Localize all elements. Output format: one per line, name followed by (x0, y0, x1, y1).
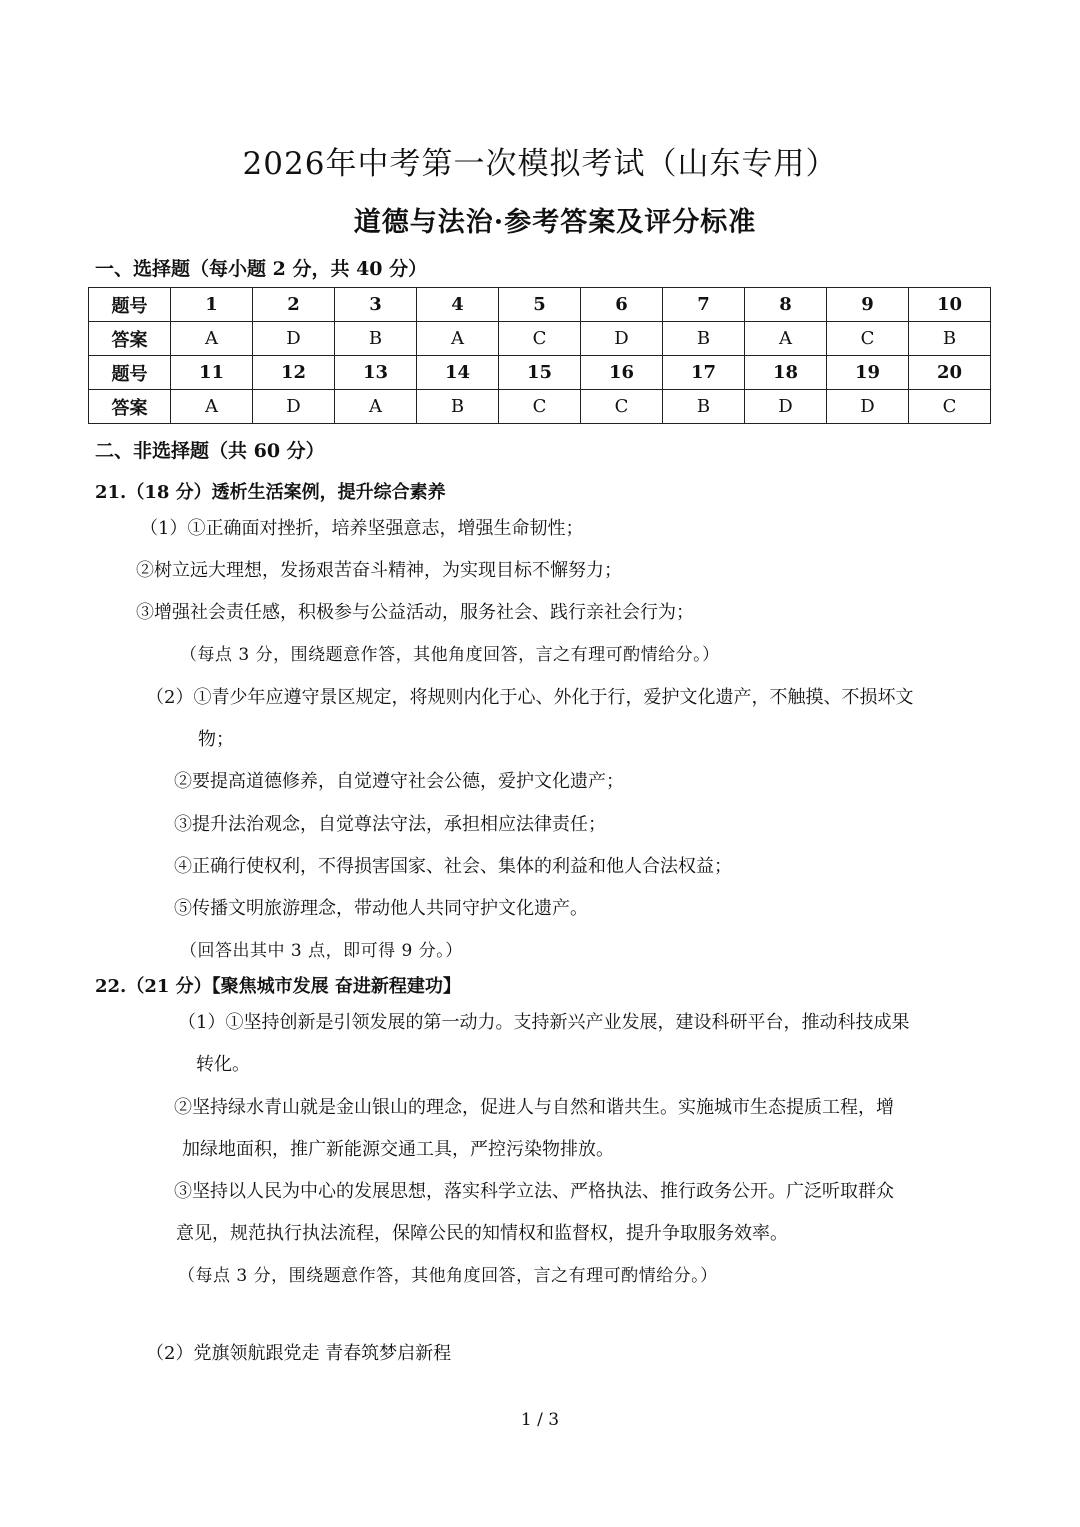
q22-p1-note: （每点 3 分，围绕题意作答，其他角度回答，言之有理可酌情给分。） (178, 1266, 718, 1286)
table-row (89, 390, 991, 424)
q21-p1-line3: ③增强社会责任感，积极参与公益活动，服务社会、践行亲社会行为； (136, 602, 694, 623)
q21-p1-line1: （1）①正确面对挫折，培养坚强意志，增强生命韧性； (140, 518, 584, 539)
answer-cell: B (663, 322, 745, 356)
q22-p1-line1: （1）①坚持创新是引领发展的第一动力。支持新兴产业发展，建设科研平台，推动科技成果 (178, 1012, 910, 1033)
row-label: 题号 (89, 288, 171, 322)
q22-p1-line2-cont: 加绿地面积，推广新能源交通工具，严控污染物排放。 (182, 1139, 614, 1160)
question-number: 7 (663, 288, 745, 322)
question-number: 6 (581, 288, 663, 322)
answer-cell: D (253, 390, 335, 424)
answer-cell: C (909, 390, 991, 424)
answer-cell: B (335, 322, 417, 356)
question-number: 1 (171, 288, 253, 322)
answer-cell: C (499, 322, 581, 356)
question-number: 16 (581, 356, 663, 390)
question-number: 8 (745, 288, 827, 322)
answer-cell: D (827, 390, 909, 424)
q21-p2-line3: ③提升法治观念，自觉尊法守法，承担相应法律责任； (174, 814, 606, 835)
answer-cell: C (827, 322, 909, 356)
answer-cell: C (499, 390, 581, 424)
q21-heading: 21.（18 分）透析生活案例，提升综合素养 (95, 482, 446, 503)
q21-p2-line1: （2）①青少年应遵守景区规定，将规则内化于心、外化于行，爱护文化遗产，不触摸、不损坏文 (146, 687, 914, 708)
q21-p2-line4: ④正确行使权利，不得损害国家、社会、集体的利益和他人合法权益； (174, 856, 732, 877)
question-number: 11 (171, 356, 253, 390)
answer-table (88, 287, 991, 424)
question-number: 12 (253, 356, 335, 390)
q22-p1-line1-cont: 转化。 (196, 1054, 250, 1075)
q22-p1-line3: ③坚持以人民为中心的发展思想，落实科学立法、严格执法、推行政务公开。广泛听取群众 (174, 1181, 894, 1202)
question-number: 13 (335, 356, 417, 390)
q22-p1-line2: ②坚持绿水青山就是金山银山的理念，促进人与自然和谐共生。实施城市生态提质工程，增 (174, 1097, 894, 1118)
question-number: 18 (745, 356, 827, 390)
answer-cell: A (417, 322, 499, 356)
answer-cell: B (663, 390, 745, 424)
answer-cell: A (171, 390, 253, 424)
q22-p1-line3-cont: 意见，规范执行执法流程，保障公民的知情权和监督权，提升争取服务效率。 (176, 1223, 788, 1244)
table-row (89, 356, 991, 390)
answer-cell: D (581, 322, 663, 356)
q21-p2-note: （回答出其中 3 点，即可得 9 分。） (180, 941, 463, 961)
question-number: 15 (499, 356, 581, 390)
question-number: 4 (417, 288, 499, 322)
answer-cell: D (745, 390, 827, 424)
q21-p2-line5: ⑤传播文明旅游理念，带动他人共同守护文化遗产。 (174, 898, 588, 919)
answer-cell: A (335, 390, 417, 424)
answer-cell: D (253, 322, 335, 356)
q21-p1-line2: ②树立远大理想，发扬艰苦奋斗精神，为实现目标不懈努力； (136, 560, 622, 581)
question-number: 10 (909, 288, 991, 322)
question-number: 19 (827, 356, 909, 390)
answer-cell: A (171, 322, 253, 356)
page-number: 1 / 3 (520, 1410, 560, 1430)
q21-p1-note: （每点 3 分，围绕题意作答，其他角度回答，言之有理可酌情给分。） (180, 645, 720, 665)
document-subtitle: 道德与法治·参考答案及评分标准 (353, 207, 757, 238)
section-1-heading: 一、选择题（每小题 2 分，共 40 分） (95, 258, 428, 280)
answer-cell: B (417, 390, 499, 424)
q22-p2-line1: （2）党旗领航跟党走 青春筑梦启新程 (146, 1343, 452, 1364)
answer-cell: A (745, 322, 827, 356)
question-number: 14 (417, 356, 499, 390)
question-number: 3 (335, 288, 417, 322)
q22-heading: 22.（21 分）【聚焦城市发展 奋进新程建功】 (95, 976, 461, 997)
q21-p2-line2: ②要提高道德修养，自觉遵守社会公德，爱护文化遗产； (174, 771, 624, 792)
question-number: 17 (663, 356, 745, 390)
answer-cell: B (909, 322, 991, 356)
question-number: 9 (827, 288, 909, 322)
question-number: 2 (253, 288, 335, 322)
row-label: 答案 (89, 322, 171, 356)
section-2-heading: 二、非选择题（共 60 分） (95, 440, 325, 462)
row-label: 题号 (89, 356, 171, 390)
question-number: 5 (499, 288, 581, 322)
table-row (89, 322, 991, 356)
document-title: 2026年中考第一次模拟考试（山东专用） (242, 146, 838, 182)
q21-p2-line1-cont: 物； (198, 729, 234, 750)
table-row (89, 288, 991, 322)
question-number: 20 (909, 356, 991, 390)
row-label: 答案 (89, 390, 171, 424)
answer-cell: C (581, 390, 663, 424)
